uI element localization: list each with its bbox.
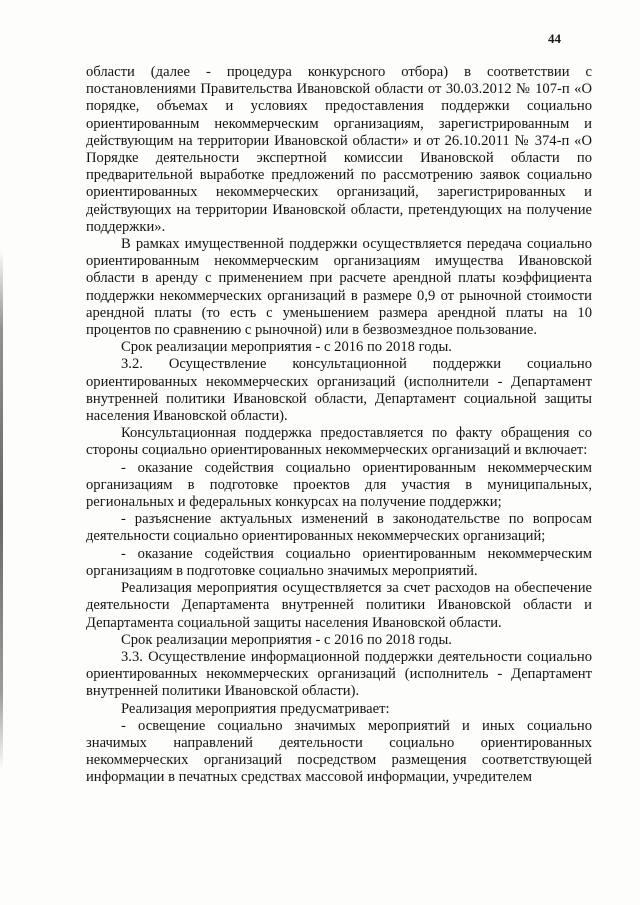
paragraph-funding: Реализация мероприятия осуществляется за счет расходов на обеспечение деятельности Департамента внутренней политики Ивановской области и Департамента социальной защиты населения Ивановской области. — [86, 580, 592, 631]
paragraph-section-3-3: 3.3. Осуществление информационной поддержки деятельности социально ориентированных некоммерческих организаций (исполнитель - Департамент внутренней политики Ивановской области). — [86, 648, 592, 700]
paragraph-implementation-provides: Реализация мероприятия предусматривает: — [121, 700, 390, 717]
list-item-legislation-clarification: - разъяснение актуальных изменений в законодательстве по вопросам деятельности социально ориентированных некоммерческих организаций; — [86, 511, 592, 545]
paragraph-consulting-support: Консультационная поддержка предоставляется по факту обращения со стороны социально ориентированных некоммерческих организаций и включает: — [86, 425, 592, 459]
document-body — [86, 64, 592, 787]
paragraph-section-3-2: 3.2. Осуществление консультационной поддержки социально ориентированных некоммерческих организаций (исполнители - Департамент внутренней политики Ивановской области, Департамент социальной защиты населения Ивановской области). — [86, 356, 592, 425]
list-item-media-coverage: - освещение социально значимых мероприятий и иных социально значимых направлений деятельности социально ориентированных некоммерческих организаций посредством размещения соответствующей информации в печатных средствах массовой информации, учредителем — [86, 717, 592, 786]
scan-binding-edge — [0, 250, 3, 770]
page-number: 44 — [548, 31, 561, 46]
paragraph-property-support: В рамках имущественной поддержки осуществляется передача социально ориентированным некоммерческим организациям имущества Ивановской области в аренду с применением при расчете арендной платы коэффициента поддержки некоммерческих организаций в размере 0,9 от рыночной стоимости арендной платы (то есть с уменьшением размера арендной платы на 10 процентов по сравнению с рыночной) или в безвозмездное пользование. — [86, 236, 592, 339]
list-item-projects-assistance: - оказание содействия социально ориентированным некоммерческим организациям в подготовке проектов для участия в муниципальных, региональных и федеральных конкурсах на получение поддержки; — [86, 459, 592, 511]
paragraph-procedure-reference: области (далее - процедура конкурсного отбора) в соответствии с постановлениями Правительства Ивановской области от 30.03.2012 № 107-п «О порядке, объемах и условиях предоставления поддержки социально ориентированным некоммерческим организациям, зарегистрированным и действующим на территории Ивановской области» и от 26.10.2011 № 374-п «О Порядке деятельности экспертной комиссии Ивановской области по предварительной выработке предложений по рассмотрению заявок социально ориентированных некоммерческих организаций, зарегистрированных и действующих на территории Ивановской области, претендующих на получение поддержки». — [86, 64, 592, 235]
paragraph-term-1: Срок реализации мероприятия - с 2016 по 2018 годы. — [121, 339, 452, 356]
paragraph-term-2: Срок реализации мероприятия - с 2016 по 2018 годы. — [121, 631, 452, 648]
list-item-events-assistance: - оказание содействия социально ориентированным некоммерческим организациям в подготовке социально значимых мероприятий. — [86, 545, 592, 579]
